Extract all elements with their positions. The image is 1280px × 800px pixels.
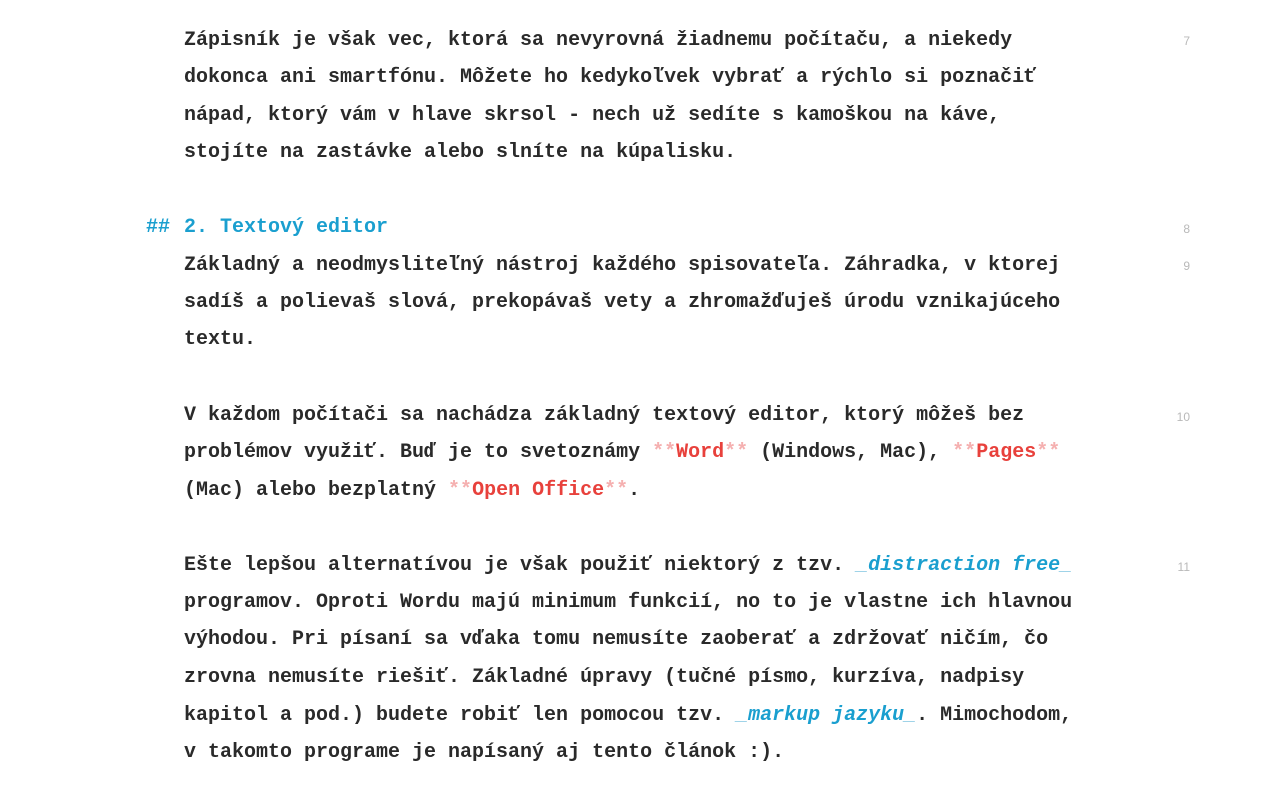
italic-close-marker: _ xyxy=(904,704,917,727)
text-line[interactable] xyxy=(184,697,1072,735)
bold-close-marker: ** xyxy=(1036,441,1061,464)
text-line[interactable]: nápad, ktorý vám v hlave skrsol - nech už sedíte s kamoškou na káve, xyxy=(184,104,1001,127)
italic-text-markup-jazyku: markup jazyku xyxy=(748,704,905,727)
text-line[interactable] xyxy=(184,472,640,510)
heading-text[interactable]: 2. Textový editor xyxy=(184,216,389,239)
line-number: 8 xyxy=(1183,222,1190,236)
text-segment: Ešte lepšou alternatívou je však použiť niektorý z tzv. xyxy=(184,554,857,577)
text-line[interactable]: programov. Oproti Wordu majú minimum funkcií, no to je vlastne ich hlavnou xyxy=(184,591,1073,614)
bold-close-marker: ** xyxy=(604,479,629,502)
italic-open-marker: _ xyxy=(856,554,869,577)
text-line[interactable] xyxy=(184,547,1072,585)
text-line[interactable]: dokonca ani smartfónu. Môžete ho kedykoľvek vybrať a rýchlo si poznačiť xyxy=(184,66,1037,89)
text-segment: . Mimochodom, xyxy=(916,704,1073,727)
line-number: 7 xyxy=(1183,34,1190,48)
text-line[interactable]: sadíš a polievaš slová, prekopávaš vety a zhromažďuješ úrodu vznikajúceho xyxy=(184,291,1061,314)
bold-text-pages: Pages xyxy=(976,441,1037,464)
bold-open-marker: ** xyxy=(652,441,677,464)
text-line[interactable]: V každom počítači sa nachádza základný textový editor, ktorý môžeš bez xyxy=(184,404,1025,427)
text-segment: kapitol a pod.) budete robiť len pomocou tzv. xyxy=(184,704,737,727)
line-number: 10 xyxy=(1176,410,1190,424)
italic-open-marker: _ xyxy=(736,704,749,727)
text-segment: problémov využiť. Buď je to svetoznámy xyxy=(184,441,653,464)
bold-open-marker: ** xyxy=(448,479,473,502)
bold-open-marker: ** xyxy=(952,441,977,464)
text-segment: (Windows, Mac), xyxy=(748,441,953,464)
line-number: 11 xyxy=(1177,560,1190,574)
text-line[interactable]: Zápisník je však vec, ktorá sa nevyrovná žiadnemu počítaču, a niekedy xyxy=(184,29,1013,52)
text-line[interactable] xyxy=(184,434,1060,472)
heading-marker: ## xyxy=(146,216,171,239)
text-segment: (Mac) alebo bezplatný xyxy=(184,479,449,502)
bold-close-marker: ** xyxy=(724,441,749,464)
italic-text-distraction-free: distraction free xyxy=(868,554,1061,577)
text-line[interactable]: Základný a neodmysliteľný nástroj každého spisovateľa. Záhradka, v ktorej xyxy=(184,254,1061,277)
line-number: 9 xyxy=(1183,259,1190,273)
italic-close-marker: _ xyxy=(1060,554,1073,577)
bold-text-open-office: Open Office xyxy=(472,479,605,502)
bold-text-word: Word xyxy=(676,441,725,464)
text-line[interactable]: zrovna nemusíte riešiť. Základné úpravy (tučné písmo, kurzíva, nadpisy xyxy=(184,666,1025,689)
text-segment: . xyxy=(628,479,641,502)
text-line[interactable]: textu. xyxy=(184,328,257,351)
text-line[interactable]: stojíte na zastávke alebo slníte na kúpalisku. xyxy=(184,141,737,164)
text-line[interactable]: v takomto programe je napísaný aj tento článok :). xyxy=(184,741,785,764)
text-line[interactable]: výhodou. Pri písaní sa vďaka tomu nemusíte zaoberať a zdržovať ničím, čo xyxy=(184,628,1049,651)
